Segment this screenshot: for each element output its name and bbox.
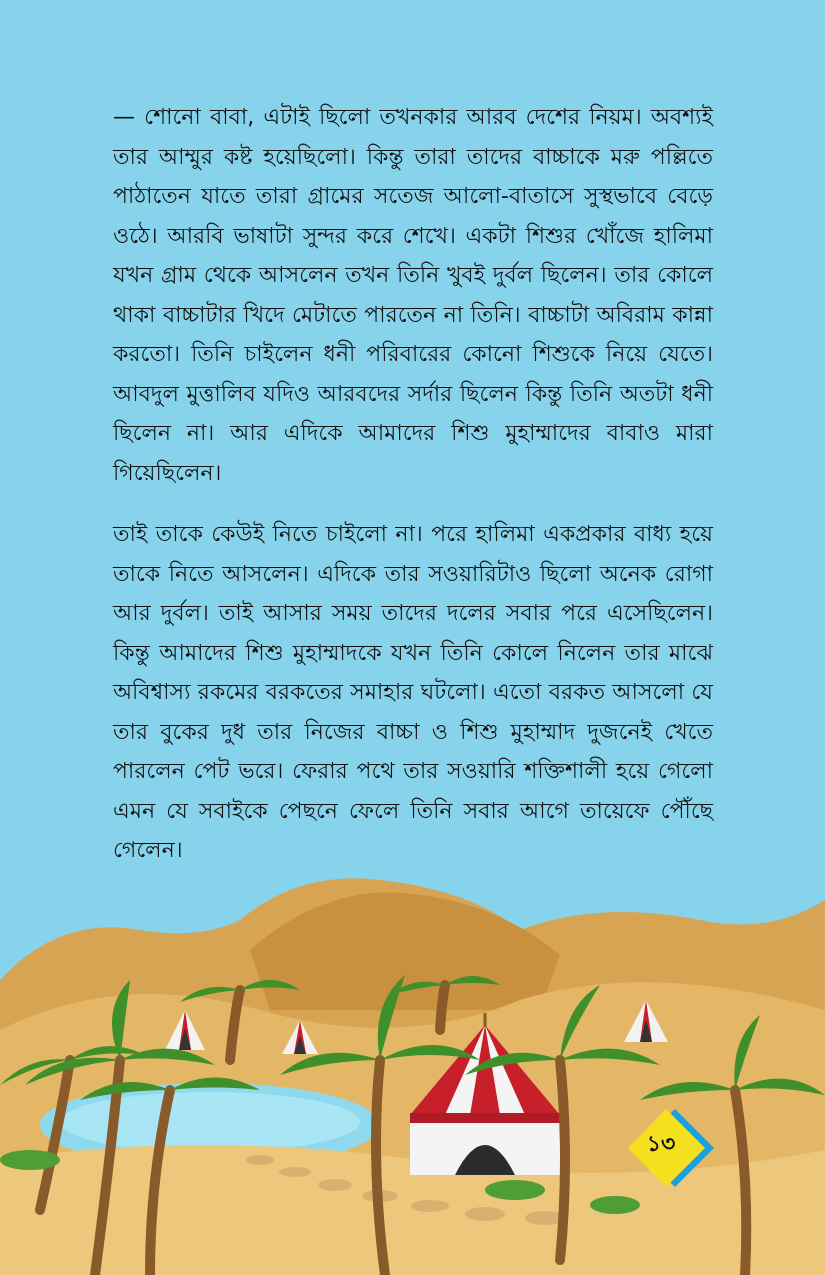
story-paragraph-1 bbox=[113, 98, 713, 493]
paragraph-text: তাই তাকে কেউই নিতে চাইলো না। পরে হালিমা একপ্রকার বাধ্য হয়ে তাকে নিতে আসলেন। এদিকে তার সওয়ারিটাও ছিলো অনেক রোগা আর দুর্বল। তাই আসার সময় তাদের দলের সবার পরে এসেছিলেন। কিন্তু আমাদের শিশু মুহাম্মাদকে যখন তিনি কোলে নিলেন তার মাঝে অবিশ্বাস্য রকমের বরকতের সমাহার ঘটলো। এতো বরকত আসলো যে তার বুকের দুধ তার নিজের বাচ্চা ও শিশু মুহাম্মাদ দুজনেই খেতে পারলেন পেট ভরে। ফেরার পথে তার সওয়ারি শক্তিশালী হয়ে গেলো এমন যে সবাইকে পেছনে ফেলে তিনি সবার আগে তায়েফে পৌঁছে গেলেন। bbox=[113, 522, 713, 863]
story-paragraph-2 bbox=[113, 515, 713, 871]
paragraph-text: — শোনো বাবা, এটাই ছিলো তখনকার আরব দেশের নিয়ম। অবশ্যই তার আম্মুর কষ্ট হয়েছিলো। কিন্তু তারা তাদের বাচ্চাকে মরু পল্লিতে পাঠাতেন যাতে তারা গ্রামের সতেজ আলো-বাতাসে সুস্থভাবে বেড়ে ওঠে। আরবি ভাষাটা সুন্দর করে শেখে। একটা শিশুর খোঁজে হালিমা যখন গ্রাম থেকে আসলেন তখন তিনি খুবই দুর্বল ছিলেন। তার কোলে থাকা বাচ্চাটার খিদে মেটাতে পারতেন না তিনি। বাচ্চাটা অবিরাম কান্না করতো। তিনি চাইলেন ধনী পরিবারের কোনো শিশুকে নিয়ে যেতে। আবদুল মুত্তালিব যদিও আরবদের সর্দার ছিলেন কিন্তু তিনি অতটা ধনী ছিলেন না। আর এদিকে আমাদের শিশু মুহাম্মাদের বাবাও মারা গিয়েছিলেন। bbox=[113, 105, 713, 486]
desert-oasis-illustration bbox=[0, 860, 825, 1275]
page-number: ১৩ bbox=[646, 1132, 676, 1157]
